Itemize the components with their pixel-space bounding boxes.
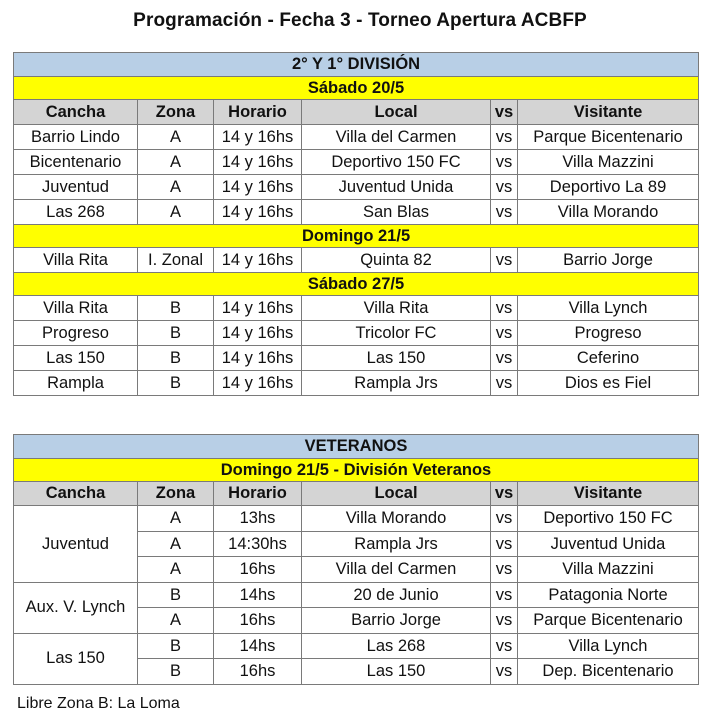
cell-horario: 14 y 16hs [214,125,302,150]
cell-horario: 14hs [214,633,302,659]
cell-local: Villa del Carmen [302,557,491,583]
date-row [14,77,699,100]
cell-visitante: Progreso [518,321,699,346]
cell-horario: 14 y 16hs [214,371,302,396]
date-heading: Sábado 27/5 [14,273,699,296]
cell-horario: 14 y 16hs [214,346,302,371]
cell-vs: vs [491,296,518,321]
cell-local: Las 150 [302,346,491,371]
cell-local: Quinta 82 [302,248,491,273]
table-row [14,582,699,608]
date-heading: Domingo 21/5 [14,225,699,248]
cell-vs: vs [491,175,518,200]
cell-horario: 14 y 16hs [214,150,302,175]
cell-local: Barrio Jorge [302,608,491,634]
cell-visitante: Patagonia Norte [518,582,699,608]
cell-visitante: Parque Bicentenario [518,608,699,634]
cell-vs: vs [491,321,518,346]
cell-local: Las 268 [302,633,491,659]
section-title: VETERANOS [14,435,699,459]
table-row [14,150,699,175]
cell-vs: vs [491,557,518,583]
cell-cancha: Las 150 [14,633,138,684]
cell-zona: B [138,633,214,659]
cell-horario: 13hs [214,506,302,532]
section-title: 2° Y 1° DIVISIÓN [14,53,699,77]
header-cancha: Cancha [14,482,138,506]
cell-zona: A [138,608,214,634]
cell-vs: vs [491,200,518,225]
table-row [14,200,699,225]
cell-cancha: Rampla [14,371,138,396]
cell-visitante: Villa Morando [518,200,699,225]
cell-horario: 16hs [214,659,302,685]
cell-vs: vs [491,659,518,685]
cell-visitante: Ceferino [518,346,699,371]
cell-cancha: Progreso [14,321,138,346]
cell-cancha: Juventud [14,175,138,200]
cell-cancha: Juventud [14,506,138,583]
header-zona: Zona [138,100,214,125]
cell-cancha: Las 268 [14,200,138,225]
header-visitante: Visitante [518,100,699,125]
table-row [14,296,699,321]
cell-vs: vs [491,248,518,273]
date-heading: Domingo 21/5 - División Veteranos [14,459,699,482]
cell-vs: vs [491,608,518,634]
cell-vs: vs [491,371,518,396]
cell-zona: B [138,346,214,371]
cell-local: Las 150 [302,659,491,685]
cell-zona: A [138,200,214,225]
date-row [14,225,699,248]
column-header-row [14,100,699,125]
cell-horario: 14:30hs [214,531,302,557]
cell-visitante: Parque Bicentenario [518,125,699,150]
cell-cancha: Villa Rita [14,296,138,321]
schedule-table-divisions [13,52,699,396]
cell-horario: 14 y 16hs [214,248,302,273]
cell-visitante: Deportivo 150 FC [518,506,699,532]
cell-cancha: Bicentenario [14,150,138,175]
header-local: Local [302,100,491,125]
header-horario: Horario [214,100,302,125]
cell-vs: vs [491,506,518,532]
header-cancha: Cancha [14,100,138,125]
cell-vs: vs [491,346,518,371]
date-row [14,459,699,482]
cell-local: Villa Rita [302,296,491,321]
cell-horario: 16hs [214,557,302,583]
cell-visitante: Villa Lynch [518,296,699,321]
cell-local: Deportivo 150 FC [302,150,491,175]
cell-horario: 14 y 16hs [214,321,302,346]
cell-horario: 14 y 16hs [214,175,302,200]
cell-cancha: Villa Rita [14,248,138,273]
table-row [14,371,699,396]
cell-horario: 14 y 16hs [214,200,302,225]
cell-visitante: Villa Mazzini [518,150,699,175]
cell-vs: vs [491,582,518,608]
cell-visitante: Villa Lynch [518,633,699,659]
section-title-row [14,435,699,459]
table-row [14,506,699,532]
header-visitante: Visitante [518,482,699,506]
cell-zona: A [138,175,214,200]
cell-local: Villa del Carmen [302,125,491,150]
cell-local: Villa Morando [302,506,491,532]
cell-visitante: Dios es Fiel [518,371,699,396]
cell-cancha: Las 150 [14,346,138,371]
free-team-note: Libre Zona B: La Loma [17,695,180,712]
cell-visitante: Juventud Unida [518,531,699,557]
header-horario: Horario [214,482,302,506]
table-row [14,346,699,371]
cell-local: Juventud Unida [302,175,491,200]
schedule-table-veterans [13,434,699,685]
cell-visitante: Dep. Bicentenario [518,659,699,685]
cell-cancha: Barrio Lindo [14,125,138,150]
header-vs: vs [491,482,518,506]
date-row [14,273,699,296]
cell-visitante: Deportivo La 89 [518,175,699,200]
cell-zona: A [138,150,214,175]
cell-vs: vs [491,125,518,150]
table-row [14,175,699,200]
cell-local: Tricolor FC [302,321,491,346]
column-header-row [14,482,699,506]
cell-zona: A [138,506,214,532]
page-title: Programación - Fecha 3 - Torneo Apertura ACBFP [133,10,587,31]
cell-visitante: Barrio Jorge [518,248,699,273]
cell-vs: vs [491,531,518,557]
cell-local: Rampla Jrs [302,531,491,557]
cell-zona: B [138,371,214,396]
header-zona: Zona [138,482,214,506]
date-heading: Sábado 20/5 [14,77,699,100]
cell-vs: vs [491,150,518,175]
cell-local: Rampla Jrs [302,371,491,396]
section-title-row [14,53,699,77]
cell-zona: I. Zonal [138,248,214,273]
cell-local: 20 de Junio [302,582,491,608]
table-row [14,248,699,273]
header-local: Local [302,482,491,506]
cell-zona: A [138,125,214,150]
cell-visitante: Villa Mazzini [518,557,699,583]
cell-zona: B [138,321,214,346]
cell-local: San Blas [302,200,491,225]
table-row [14,633,699,659]
cell-horario: 14 y 16hs [214,296,302,321]
header-vs: vs [491,100,518,125]
cell-zona: A [138,531,214,557]
cell-zona: B [138,659,214,685]
cell-horario: 14hs [214,582,302,608]
cell-vs: vs [491,633,518,659]
cell-zona: A [138,557,214,583]
cell-horario: 16hs [214,608,302,634]
cell-zona: B [138,582,214,608]
cell-cancha: Aux. V. Lynch [14,582,138,633]
table-row [14,125,699,150]
cell-zona: B [138,296,214,321]
table-row [14,321,699,346]
